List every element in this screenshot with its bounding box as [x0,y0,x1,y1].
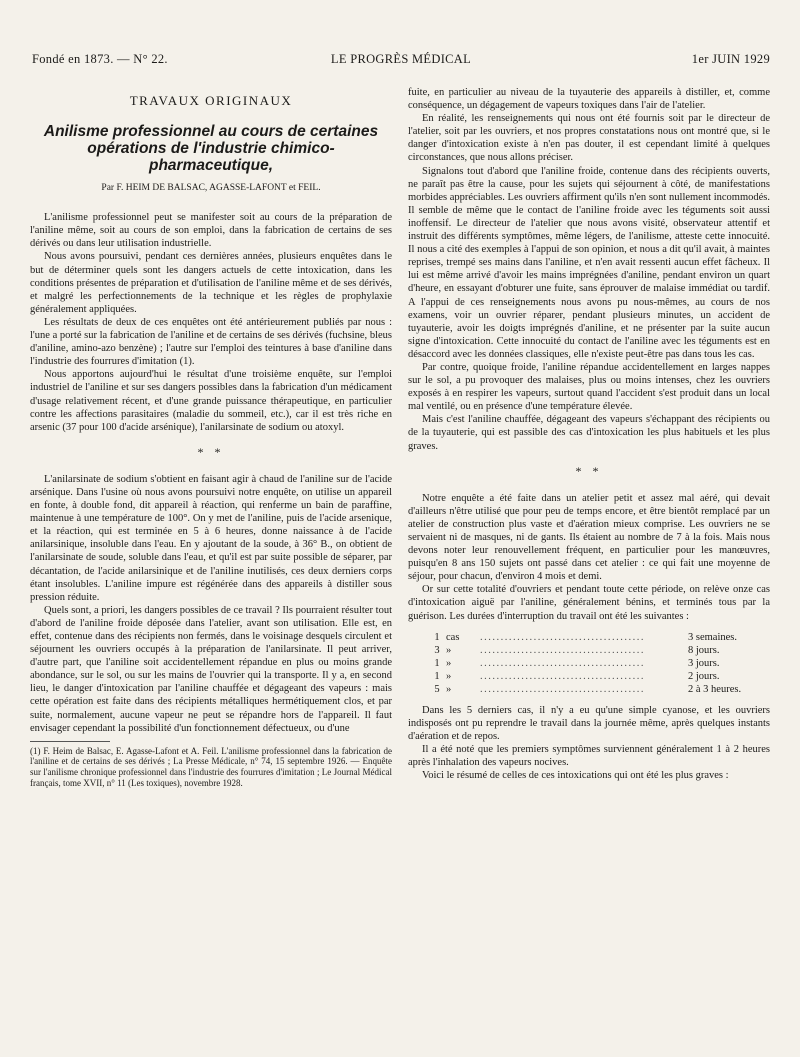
paragraph: Or sur cette totalité d'ouvriers et pendant toute cette période, on relève onze cas d'intoxication aiguë par l'aniline, généralement bénins, et terminés tous par la guérison. Les durées d'interruption du travail ont été les suivantes : [408,584,770,622]
footnote: (1) F. Heim de Balsac, E. Agasse-Lafont et A. Feil. L'anilisme professionnel dans la fabrication de l'aniline et de certains de ses dérivés ; La Presse Médicale, n° 74, 15 septembre 1926. — Enquête sur l'anilisme chronique professionnel dans l'industrie des fourrures d'imitation ; Le Journal Médical français, tome XVII, n° 11 (Les toxiques), novembre 1928. [30,745,392,788]
case-unit: » [446,670,452,682]
issue-date: 1er JUIN 1929 [691,52,770,66]
interruption-duration: 2 à 3 heures. [688,683,742,695]
paragraph: Nous apportons aujourd'hui le résultat d'une troisième enquête, sur l'emploi industriel de l'aniline et sur ses dangers possibles dans la fabrication d'un médicament d'usage relativement récent, et d'une grande puissance thérapeutique, en particulier contre les affections parasitaires (maladie du sommeil, etc.), car il est très riche en arsenic (37 pour 100 d'acide arsénique), l'anilarsinate de sodium ou atoxyl. [30,369,392,433]
interruption-duration: 3 jours. [688,657,720,669]
table-row [428,657,758,670]
paragraph: Signalons tout d'abord que l'aniline froide, contenue dans des récipients ouverts, ne paraît pas être la cause, pour les sujets qui séjournent à côté, de manifestations morbides appréciables. Les ouvriers affirment qu'ils n'en sont nullement incommodés. Il semble de même que le contact de l'aniline froide avec les téguments soit aussi inoffensif. Le directeur de l'atelier que nous avons visité, observateur attentif et instruit des différents symptômes, même légers, de l'anilisme, atteste cette innocuité. Il nous a cité des exemples à l'appui de son opinion, et nous a dit qu'il avait, à maintes reprises, trempé ses mains dans l'aniline, et n'en avait ressenti aucun effet fâcheux. Il lui est même arrivé d'avoir les mains imprégnées d'aniline, pendant environ un quart d'heure, en essayant d'obturer une fuite, sans éprouver de malaise immédiat ou tardif. A l'appui de ces renseignements nous avons pu nous-mêmes, au cours de nos examens, voir un ouvrier réparer, pendant plusieurs minutes, un accident de tuyauterie, avoir les doigts imprégnés d'aniline, et ne présenter par la suite aucun signe d'intoxication. Cette innocuité du contact de l'aniline avec les téguments est en désaccord avec les données classiques, elle n'existe peut-être pas dans tous les cas. [408,165,770,360]
paragraph: Dans les 5 derniers cas, il n'y a eu qu'une simple cyanose, et les ouvriers indisposés ont pu reprendre le travail dans la journée même, après quelques instants d'aération et de repos. [408,704,770,742]
footnotes [30,746,392,788]
paragraph: Les résultats de deux de ces enquêtes ont été antérieurement publiés par nous : l'une a porté sur la fabrication de l'aniline et de certains de ses dérivés (fuchsine, bleus d'aniline, amino-azo benzène) ; l'autre sur l'emploi des teintures à base d'aniline dans l'industrie des fourrures d'imitation (1). [30,316,392,368]
paragraph: En réalité, les renseignements qui nous ont été fournis soit par le directeur de l'atelier, soit par les ouvriers, et nos propres constatations nous ont montré que, si le danger d'intoxication existe à n'en pas douter, il est cependant limité à quelques circonstances, que nous allons préciser. [408,113,770,164]
leader-dots: ........................................ [480,644,645,656]
paragraph: Notre enquête a été faite dans un atelier petit et assez mal aéré, qui devait d'ailleurs n'être utilisé que pour peu de temps encore, et être bientôt remplacé par un atelier de construction plus vaste et d'aération mieux comprise. Les ouvriers ne se servaient ni de masques, ni de gants. Ils étaient au nombre de 7 à la fois. Mais nous devons noter leur renouvellement fréquent, en particulier pour les manœuvres, puisqu'en 8 ans 150 sujets ont passé dans cet atelier : ce qui fait une moyenne de séjour, pour chacun, d'environ 4 mois et demi. [408,492,770,583]
paragraph: Mais c'est l'aniline chauffée, dégageant des vapeurs s'échappant des récipients ou de la tuyauterie, qui est passible des cas d'intoxication les plus habituels et les plus graves. [408,414,770,452]
case-unit: cas [446,631,460,643]
article-byline: Par F. HEIM DE BALSAC, AGASSE-LAFONT et FEIL. [101,183,321,194]
paragraph: Voici le résumé de celles de ces intoxications qui ont été les plus graves : [422,770,729,782]
journal-name: LE PROGRÈS MÉDICAL [330,52,472,66]
footnote-rule [30,741,110,742]
table-row [428,670,758,683]
interruption-table [428,631,758,696]
right-column [408,86,770,782]
table-row [428,683,758,696]
case-count: 1 [434,631,440,643]
section-separator: * * [197,444,225,459]
case-unit: » [446,644,452,656]
founded-issue: Fondé en 1873. — N° 22. [32,52,168,66]
leader-dots: ........................................ [480,670,645,682]
section-separator: * * [575,463,603,478]
case-count: 1 [434,657,440,669]
left-column [30,88,392,788]
leader-dots: ........................................ [480,683,645,695]
paragraph: Il a été noté que les premiers symptômes surviennent généralement 1 à 2 heures après l'inhalation des vapeurs nocives. [408,743,770,769]
interruption-duration: 3 semaines. [688,631,737,643]
running-header [32,52,770,68]
article-title: Anilisme professionnel au cours de certaines opérations de l'industrie chimico-pharmaceutique, [43,123,379,175]
section-heading: TRAVAUX ORIGINAUX [129,93,293,108]
case-count: 1 [434,670,440,682]
paragraph: fuite, en particulier au niveau de la tuyauterie des appareils à distiller, et, comme conséquence, un dégagement de vapeurs toxiques dans l'air de l'atelier. [408,87,770,112]
table-row [428,631,758,644]
table-row [428,644,758,657]
leader-dots: ........................................ [480,657,645,669]
paragraph: Par contre, quoique froide, l'aniline répandue accidentellement en larges nappes sur le sol, a pu provoquer des malaises, plus ou moins intenses, chez les ouvriers exposés à en respirer les vapeurs, surtout quand l'accident s'est produit dans un local mal ventilé, ou en présence d'une température élevée. [408,361,770,413]
leader-dots: ........................................ [480,631,645,643]
paragraph: L'anilarsinate de sodium s'obtient en faisant agir à chaud de l'aniline sur de l'acide arsénique. Dans l'usine où nous avons poursuivi notre enquête, on utilise un appareil en fonte, à double fond, dit appareil à réaction, qui renferme un bain de paraffine, maintenue à une température de 100°. On y met de l'aniline, puis de l'acide arsenique, et la réaction, qui est terminée en 5 à 6 heures, donne naissance à de l'acide anilarsinique, insoluble dans l'eau. En y ajoutant de la soude, à 36° B., on obtient de l'anilarsinate de soude, soluble dans l'eau, et qu'il est par suite possible de séparer, par décantation, de l'acide anilarsinique et de l'aniline inutilisés, ces deux derniers corps étant insolubles. L'aniline impure est régénérée dans des appareils à distiller sous pression réduite. [30,473,392,603]
interruption-duration: 8 jours. [688,644,720,656]
interruption-duration: 2 jours. [688,670,720,682]
paragraph: Quels sont, a priori, les dangers possibles de ce travail ? Ils pourraient résulter tout d'abord de l'aniline froide déposée dans l'atelier, avant son utilisation. Elle est, en effet, contenue dans des récipients non fermés, dans le voisinage desquels circulent et séjournent les ouvriers occupés à la préparation de l'anilarsinate. Il peut arriver, d'autre part, que l'aniline soit accidentellement répandue en plus ou moins grande abondance, sur le sol, ou sur les mains de l'ouvrier qui la transporte. Il y a, en second lieu, le danger d'intoxication par l'aniline chauffée et dégageant des vapeurs : mais cette opération est faite dans des récipients métalliques hermétiquement clos, et par suite, normalement, aucune vapeur ne peut se répandre hors de l'appareil. Il faut envisager cependant la possibilité d'un fonctionnement défectueux, ou d'une [30,604,392,734]
paragraph: Nous avons poursuivi, pendant ces dernières années, plusieurs enquêtes dans le but de déterminer quels sont les dangers actuels de cette intoxication, dans les conditions présentes de préparation et d'utilisation de l'aniline même et de ses dérivés, et malgré les perfectionnements de la technique et les règles de prophylaxie généralement appliquées. [30,251,392,315]
case-unit: » [446,657,452,669]
case-count: 5 [434,683,440,695]
case-unit: » [446,683,452,695]
paragraph: L'anilisme professionnel peut se manifester soit au cours de la préparation de l'aniline même, soit au cours de son emploi, dans la fabrication de certains de ses dérivés ou dans leur utilisation industrielle. [30,212,392,250]
case-count: 3 [434,644,440,656]
